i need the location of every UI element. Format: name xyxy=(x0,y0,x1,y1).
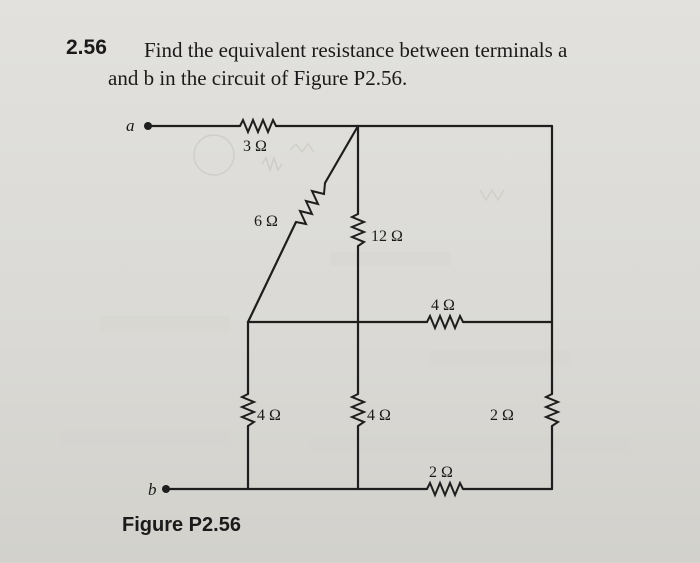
resistor-4ohm-middle xyxy=(352,394,364,426)
resistor-2ohm-bottom xyxy=(427,483,463,495)
resistor-6ohm xyxy=(296,183,325,224)
resistor-3ohm-label: 3 Ω xyxy=(243,138,267,155)
resistor-3ohm xyxy=(240,120,276,132)
resistor-4ohm-horizontal-label: 4 Ω xyxy=(431,297,455,314)
resistor-6ohm-label: 6 Ω xyxy=(254,213,278,230)
resistor-2ohm-right xyxy=(546,394,558,426)
resistor-12ohm xyxy=(352,214,364,246)
terminal-a-label: a xyxy=(126,116,135,135)
problem-text-line2: and b in the circuit of Figure P2.56. xyxy=(108,66,408,90)
resistor-4ohm-horizontal xyxy=(427,316,463,328)
resistor-12ohm-label: 12 Ω xyxy=(371,228,403,245)
resistor-4ohm-middle-label: 4 Ω xyxy=(367,407,391,424)
resistor-4ohm-left-label: 4 Ω xyxy=(257,407,281,424)
resistor-2ohm-right-label: 2 Ω xyxy=(490,407,514,424)
terminal-b-label: b xyxy=(148,480,157,499)
problem-text-line1: Find the equivalent resistance between terminals a xyxy=(144,38,568,62)
resistor-2ohm-bottom-label: 2 Ω xyxy=(429,464,453,481)
problem-number: 2.56 xyxy=(66,36,107,59)
wire-diag-lower xyxy=(248,222,296,322)
bleed-through-marks xyxy=(60,135,630,454)
figure-caption: Figure P2.56 xyxy=(122,514,241,536)
wire-diag-upper xyxy=(325,126,358,183)
resistor-4ohm-left xyxy=(242,394,254,426)
